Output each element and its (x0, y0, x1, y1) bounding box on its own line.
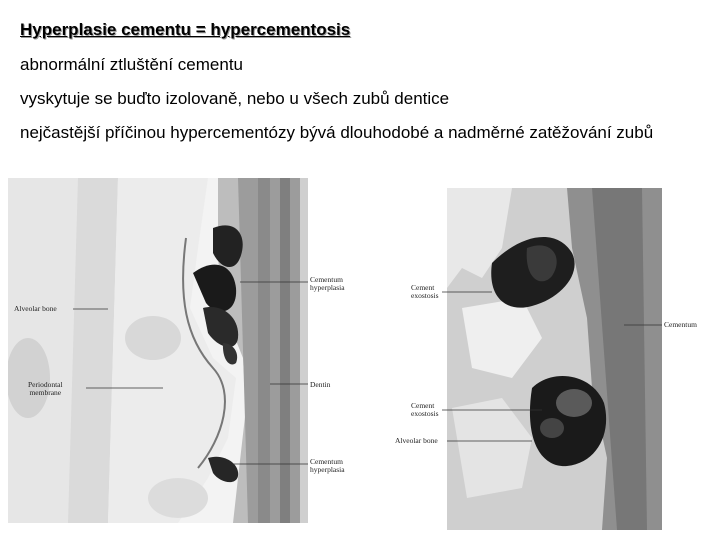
histology-figure-left (8, 178, 365, 523)
histology-image-right (392, 188, 710, 530)
slide-title: Hyperplasie cementu = hypercementosis (20, 20, 351, 39)
bullet-1: abnormální ztluštění cementu (20, 55, 244, 74)
label-dentin: Dentin (310, 380, 331, 389)
label-alveolar-bone: Alveolar bone (14, 304, 57, 313)
label-cementum: Cementum (664, 320, 697, 329)
label-alveolar-bone-right: Alveolar bone (395, 436, 438, 445)
bullet-3: nejčastější příčinou hypercementózy bývá dlouhodobé a nadměrné zatěžování zubů (20, 123, 654, 142)
label-cement-exostosis-top: Cement exostosis (411, 283, 439, 300)
label-periodontal-membrane: Periodontal membrane (28, 380, 63, 397)
label-cement-exostosis-bottom: Cement exostosis (411, 401, 439, 418)
bullet-2: vyskytuje se buďto izolovaně, nebo u všech zubů dentice (20, 89, 450, 108)
label-cementum-hyperplasia-bottom: Cementum hyperplasia (310, 457, 345, 474)
label-cementum-hyperplasia-top: Cementum hyperplasia (310, 275, 345, 292)
histology-figure-right (392, 188, 710, 530)
